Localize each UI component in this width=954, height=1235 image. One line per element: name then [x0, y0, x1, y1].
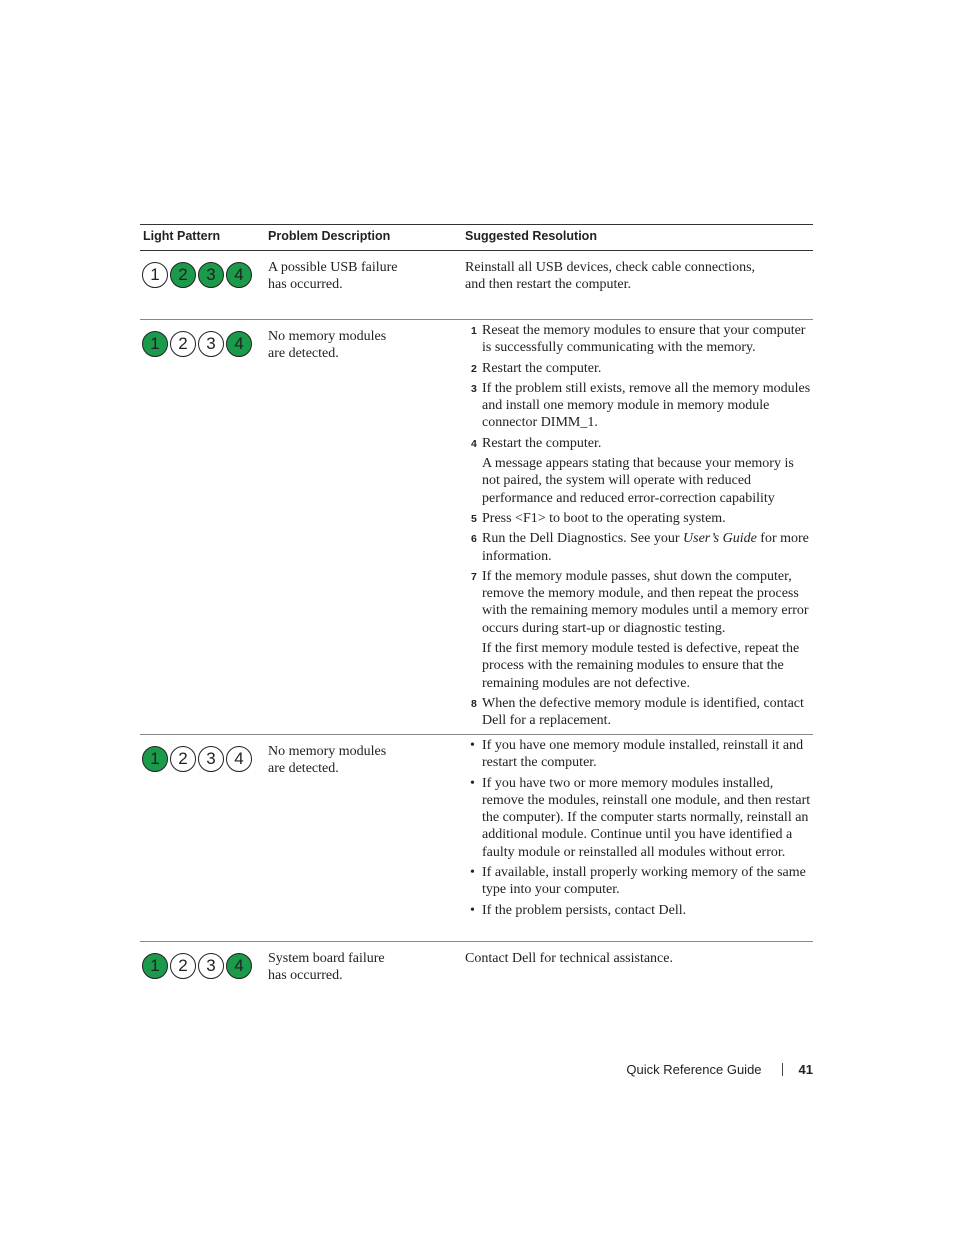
- footer-divider: [782, 1063, 783, 1076]
- bullet-item: [468, 864, 813, 899]
- guide-title: Quick Reference Guide: [626, 1062, 762, 1077]
- diagnostic-light-2: 2: [170, 746, 196, 772]
- problem-line: has occurred.: [268, 968, 343, 984]
- step-number: 4: [471, 437, 477, 450]
- light-pattern: [142, 953, 256, 979]
- page-footer: [626, 1062, 813, 1077]
- step-text: Restart the computer.: [482, 435, 602, 451]
- diagnostic-light-3: 3: [198, 746, 224, 772]
- resolution-step: [471, 530, 813, 565]
- resolution-steps: [471, 322, 813, 733]
- problem-description: [268, 950, 453, 985]
- bullet-text: If you have two or more memory modules installed, remove the modules, reinstall one module, and then restart the computer). If the computer starts normally, reinstall an additional module. Continue until you have identified a faulty module or reinstalled all modules without error.: [482, 775, 811, 860]
- step-text: Restart the computer.: [482, 360, 602, 376]
- problem-description: [268, 328, 453, 363]
- problem-description: [268, 743, 453, 778]
- bullet-text: If the problem persists, contact Dell.: [482, 902, 687, 918]
- step-text: If the memory module passes, shut down the computer, remove the memory module, and then repeat the process with the remaining memory modules until a memory error occurs during start-up or diagnostic testing.: [482, 568, 809, 636]
- step-number: 3: [471, 382, 477, 395]
- problem-line: are detected.: [268, 761, 339, 777]
- table-header: [140, 224, 813, 251]
- step-number: 1: [471, 325, 477, 337]
- bullet-icon: •: [470, 738, 475, 753]
- resolution-step: [471, 380, 813, 432]
- diagnostic-light-4: 4: [226, 331, 252, 357]
- resolution-line: Reinstall all USB devices, check cable connections,: [465, 260, 756, 275]
- header-light-pattern: Light Pattern: [143, 229, 221, 243]
- header-suggested-resolution: Suggested Resolution: [465, 229, 597, 243]
- diagnostic-light-2: 2: [170, 953, 196, 979]
- step-text: Reseat the memory modules to ensure that your computer is successfully communicating with the memory.: [482, 323, 806, 356]
- diagnostic-light-2: 2: [170, 262, 196, 288]
- problem-line: has occurred.: [268, 277, 343, 293]
- problem-line: A possible USB failure: [268, 260, 398, 275]
- resolution-step: [471, 568, 813, 637]
- resolution-step: [471, 322, 813, 357]
- bullet-item: [468, 902, 813, 919]
- light-pattern: [142, 262, 256, 288]
- diagnostic-light-4: 4: [226, 262, 252, 288]
- resolution-step: [471, 510, 813, 527]
- table-row: [140, 735, 813, 942]
- bullet-icon: •: [470, 865, 475, 881]
- step-text: If the problem still exists, remove all the memory modules and install one memory module in memory module connector DIMM_1.: [482, 380, 811, 431]
- resolution-line: and then restart the computer.: [465, 277, 631, 293]
- page-number: 41: [798, 1062, 813, 1077]
- suggested-resolution: [465, 950, 810, 967]
- resolution-bullets: [468, 737, 813, 922]
- bullet-text: If you have one memory module installed, reinstall it and restart the computer.: [482, 738, 804, 771]
- step-number: 6: [471, 533, 477, 546]
- step-text: Run the Dell Diagnostics. See your: [482, 531, 684, 547]
- step-number: 2: [471, 362, 477, 375]
- problem-line: are detected.: [268, 346, 339, 362]
- bullet-icon: •: [470, 775, 475, 791]
- step-note: A message appears stating that because your memory is not paired, the system will operate with reduced performance and reduced error-correction capability: [482, 456, 794, 506]
- resolution-step: [471, 435, 813, 452]
- bullet-item: [468, 737, 813, 772]
- bullet-item: [468, 775, 813, 861]
- step-number: 8: [471, 697, 477, 710]
- bullet-text: If available, install properly working memory of the same type into your computer.: [482, 865, 806, 898]
- light-pattern: [142, 746, 256, 772]
- step-text: Press <F1> to boot to the operating system.: [482, 510, 726, 526]
- diagnostic-light-3: 3: [198, 953, 224, 979]
- diagnostic-light-4: 4: [226, 953, 252, 979]
- diagnostic-light-1: 1: [142, 746, 168, 772]
- resolution-line: Contact Dell for technical assistance.: [465, 951, 673, 966]
- diagnostic-light-1: 1: [142, 262, 168, 288]
- resolution-step: [471, 695, 813, 730]
- table-row: [140, 942, 813, 992]
- diagnostic-lights-table: [140, 224, 813, 992]
- problem-description: [268, 259, 453, 294]
- diagnostic-light-1: 1: [142, 331, 168, 357]
- problem-line: System board failure: [268, 951, 385, 966]
- diagnostic-light-3: 3: [198, 262, 224, 288]
- resolution-step: [471, 360, 813, 377]
- header-problem-description: Problem Description: [268, 229, 391, 243]
- step-note: If the first memory module tested is defective, repeat the process with the remaining modules to ensure that the remaining modules are not defective.: [482, 641, 800, 691]
- diagnostic-light-4: 4: [226, 746, 252, 772]
- diagnostic-light-3: 3: [198, 331, 224, 357]
- step-text: for more information.: [482, 531, 809, 564]
- table-row: [140, 320, 813, 735]
- bullet-icon: •: [470, 902, 475, 918]
- suggested-resolution: [465, 259, 810, 294]
- step-text: When the defective memory module is identified, contact Dell for a replacement.: [482, 695, 804, 729]
- diagnostic-light-1: 1: [142, 953, 168, 979]
- problem-line: No memory modules: [268, 329, 387, 344]
- problem-line: No memory modules: [268, 744, 387, 759]
- diagnostic-light-2: 2: [170, 331, 196, 357]
- table-row: [140, 251, 813, 320]
- step-number: 7: [471, 570, 477, 583]
- light-pattern: [142, 331, 256, 357]
- step-number: 5: [471, 512, 477, 525]
- users-guide-title: User’s Guide: [683, 531, 757, 547]
